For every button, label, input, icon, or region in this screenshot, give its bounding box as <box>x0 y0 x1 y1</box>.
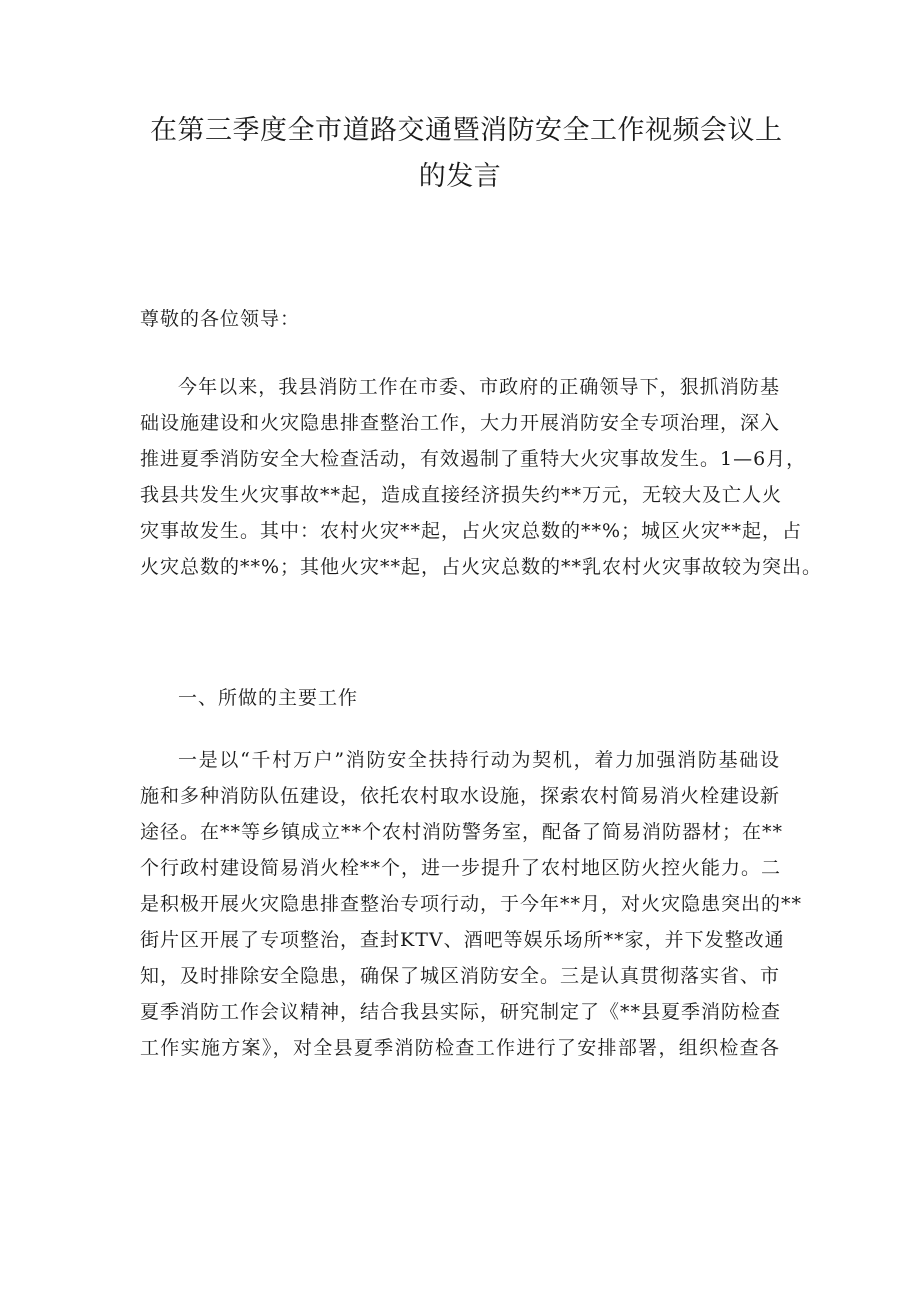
paragraph-line: 我县共发生火灾事故**起，造成直接经济损失约**万元，无较大及亡人火 <box>140 484 783 506</box>
paragraph-line: 灾事故发生。其中：农村火灾**起，占火灾总数的**%；城区火灾**起，占 <box>140 520 803 542</box>
paragraph-line: 夏季消防工作会议精神，结合我县实际，研究制定了《**县夏季消防检查 <box>140 1001 782 1023</box>
section-heading <box>140 680 780 716</box>
work-paragraph <box>140 742 803 1066</box>
paragraph-line: 一是以“千村万户”消防安全扶持行动为契机，着力加强消防基础设 <box>178 749 780 771</box>
paragraph-line: 推进夏季消防安全大检查活动，有效遏制了重特大火灾事故发生。1—6月， <box>140 448 807 470</box>
paragraph-line: 街片区开展了专项整治，查封KTV、酒吧等娱乐场所**家，并下发整改通 <box>140 929 785 951</box>
section-heading-text: 一、所做的主要工作 <box>178 687 359 709</box>
paragraph-line: 施和多种消防队伍建设，依托农村取水设施，探索农村简易消火栓建设新 <box>140 785 781 807</box>
intro-paragraph <box>140 369 823 585</box>
paragraph-line: 是积极开展火灾隐患排查整治专项行动，于今年**月，对火灾隐患突出的** <box>140 893 803 915</box>
document-title <box>150 108 783 200</box>
paragraph-line: 个行政村建设简易消火栓**个，进一步提升了农村地区防火控火能力。二 <box>140 857 782 879</box>
paragraph-line: 途径。在**等乡镇成立**个农村消防警务室，配备了简易消防器材；在** <box>140 821 784 843</box>
paragraph-line: 础设施建设和火灾隐患排查整治工作，大力开展消防安全专项治理，深入 <box>140 412 781 434</box>
salutation-text: 尊敬的各位领导： <box>140 308 301 330</box>
title-line: 在第三季度全市道路交通暨消防安全工作视频会议上 <box>150 115 783 146</box>
paragraph-line: 火灾总数的**%；其他火灾**起，占火灾总数的**乳农村火灾事故较为突出。 <box>140 556 823 578</box>
salutation <box>140 301 780 337</box>
title-line: 的发言 <box>418 161 502 192</box>
paragraph-line: 知，及时排除安全隐患，确保了城区消防安全。三是认真贯彻落实省、市 <box>140 965 781 987</box>
paragraph-line: 今年以来，我县消防工作在市委、市政府的正确领导下，狠抓消防基 <box>178 376 780 398</box>
paragraph-line: 工作实施方案》，对全县夏季消防检查工作进行了安排部署，组织检查各 <box>140 1037 780 1059</box>
